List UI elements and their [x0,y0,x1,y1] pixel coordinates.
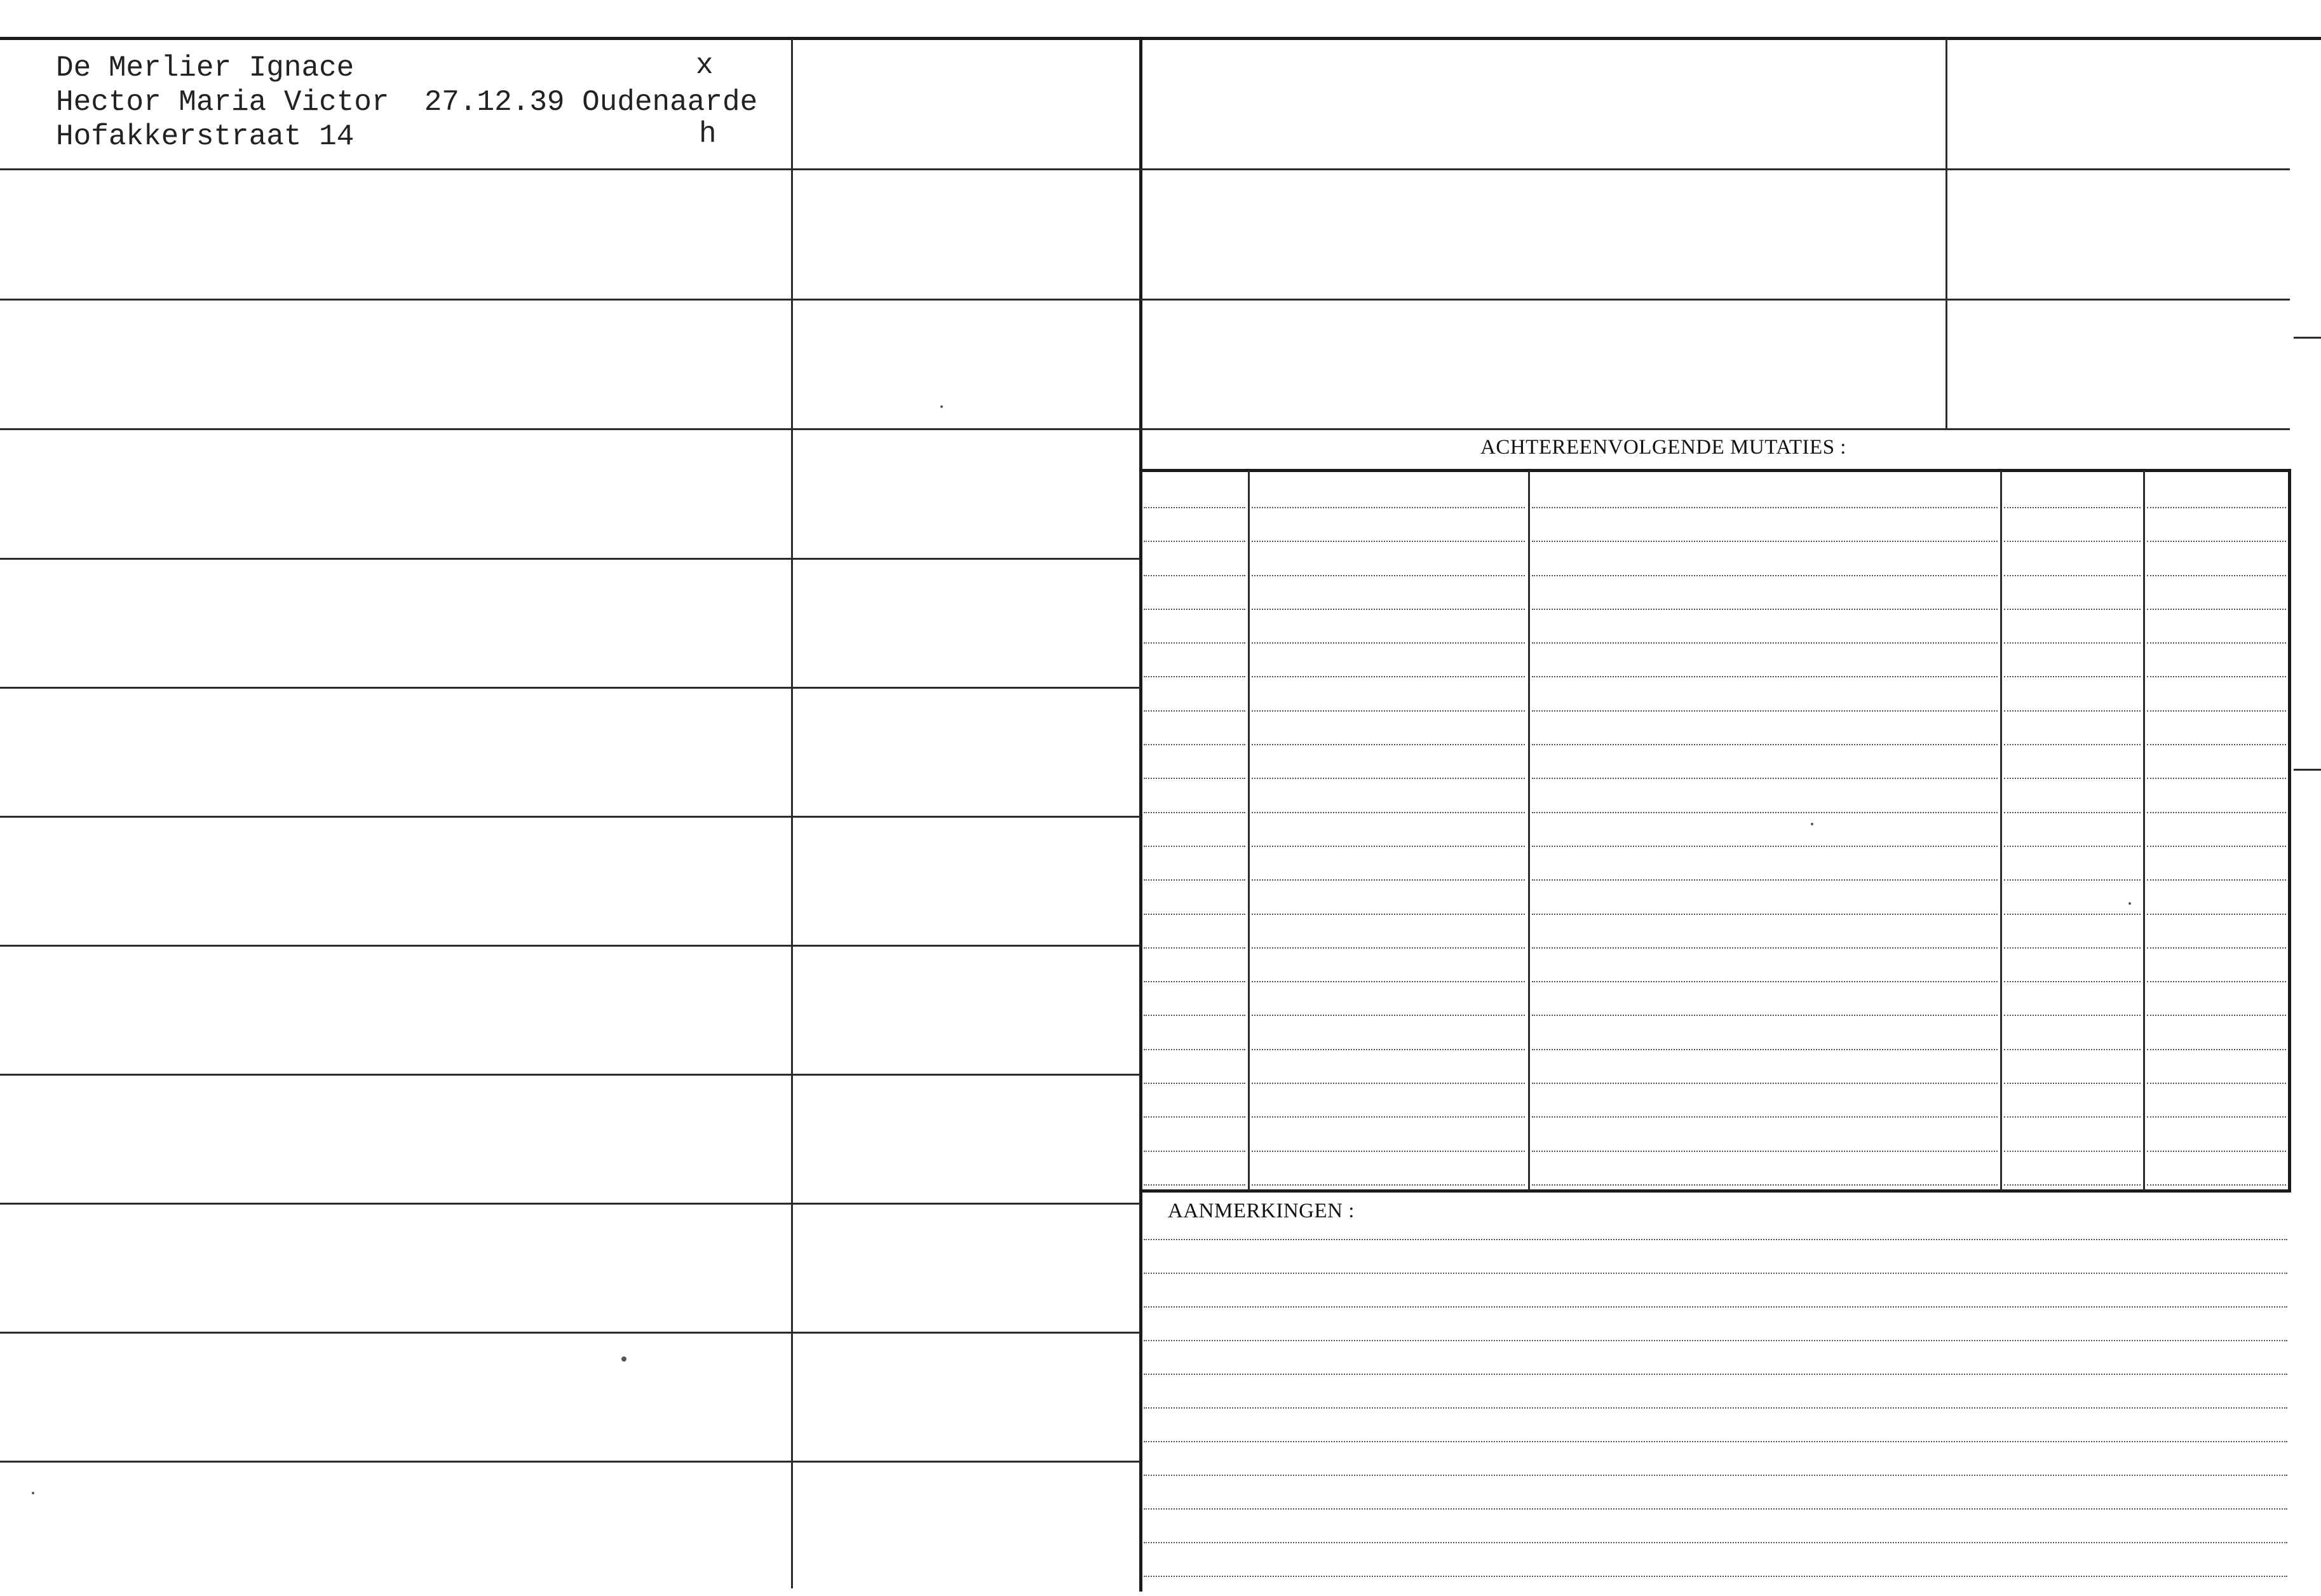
mutaties-ruled-line [2147,846,2286,847]
mutaties-ruled-line [1144,981,1245,982]
mutaties-ruled-line [1252,609,1525,610]
mutaties-ruled-line [1144,812,1245,813]
record-name: De Merlier Ignace [56,51,355,85]
mutaties-ruled-line [2147,710,2286,712]
aanmerkingen-ruled-line [1144,1576,2287,1577]
mutaties-ruled-line [2004,744,2141,745]
mutaties-ruled-line [1532,642,1998,644]
mutaties-ruled-line [1144,642,1245,644]
mutaties-ruled-line [2004,846,2141,847]
mutaties-ruled-line [1144,1116,1245,1118]
mutaties-ruled-line [1532,541,1998,542]
mutaties-ruled-line [2004,676,2141,677]
mutaties-ruled-line [2004,1116,2141,1118]
mutaties-ruled-line [1252,1015,1525,1016]
mutaties-ruled-line [1532,914,1998,915]
mutaties-ruled-line [1144,1184,1245,1186]
mutaties-ruled-line [2004,609,2141,610]
mutaties-ruled-line [1252,879,1525,881]
left-row-line [0,1203,1140,1205]
aanmerkingen-ruled-line [1144,1508,2287,1510]
scan-speck [32,1492,34,1494]
record-mark-h: h [699,118,717,151]
mutaties-ruled-line [2147,1184,2286,1186]
left-row-line [0,945,1140,947]
left-row-line [0,299,1140,301]
right-upper-divider [1945,38,1947,429]
mutaties-ruled-line [1144,1083,1245,1084]
mutaties-ruled-line [2147,676,2286,677]
mutaties-ruled-line [1252,710,1525,712]
mutaties-ruled-line [2004,879,2141,881]
right-row-line-3 [1141,428,2290,430]
aanmerkingen-ruled-line [1144,1407,2287,1409]
left-row-line [0,1461,1140,1463]
mutaties-ruled-line [1144,1151,1245,1152]
right-row-line-1 [1141,168,2290,170]
mutaties-ruled-line [1252,914,1525,915]
mutaties-ruled-line [2004,1015,2141,1016]
mutaties-ruled-line [1532,1151,1998,1152]
mutaties-ruled-line [1144,914,1245,915]
mutaties-ruled-line [1532,947,1998,949]
aanmerkingen-ruled-line [1144,1239,2287,1240]
mutaties-col-4 [2143,470,2145,1191]
mutaties-ruled-line [1532,1116,1998,1118]
mutaties-ruled-line [2004,812,2141,813]
scan-speck [2128,902,2131,905]
aanmerkingen-ruled-line [1144,1441,2287,1442]
mutaties-ruled-line [1532,676,1998,677]
mutaties-ruled-line [2004,1049,2141,1050]
mutaties-ruled-line [2004,541,2141,542]
mutaties-ruled-line [1144,541,1245,542]
top-border [0,37,2321,40]
mutaties-ruled-line [1252,1151,1525,1152]
mutaties-ruled-line [1144,609,1245,610]
scan-speck [621,1356,626,1362]
mutaties-ruled-line [2147,1151,2286,1152]
mutaties-ruled-line [1252,846,1525,847]
mutaties-ruled-line [1532,879,1998,881]
mutaties-ruled-line [1144,947,1245,949]
mutaties-ruled-line [2147,812,2286,813]
mutaties-ruled-line [2147,981,2286,982]
mutaties-ruled-line [1144,710,1245,712]
mutaties-ruled-line [1532,710,1998,712]
mutaties-ruled-line [1252,575,1525,576]
mutaties-top-border [1141,469,2290,472]
mutaties-ruled-line [2004,642,2141,644]
aanmerkingen-ruled-line [1144,1475,2287,1476]
mutaties-ruled-line [2147,1015,2286,1016]
mutaties-ruled-line [2147,642,2286,644]
mutaties-ruled-line [1532,778,1998,779]
mutaties-ruled-line [1252,1083,1525,1084]
mutaties-ruled-line [2004,947,2141,949]
mutaties-ruled-line [1252,1184,1525,1186]
mutaties-ruled-line [1252,744,1525,745]
mutaties-ruled-line [2147,1049,2286,1050]
mutaties-ruled-line [1252,981,1525,982]
mutaties-ruled-line [1144,879,1245,881]
mutaties-ruled-line [2147,947,2286,949]
mutaties-ruled-line [2147,1116,2286,1118]
aanmerkingen-ruled-line [1144,1306,2287,1308]
mutaties-ruled-line [1532,744,1998,745]
scan-speck [940,405,943,408]
mutaties-ruled-line [2147,507,2286,508]
mutaties-ruled-line [1144,846,1245,847]
mutaties-col-3 [2000,470,2002,1191]
mutaties-ruled-line [1252,507,1525,508]
aanmerkingen-ruled-line [1144,1374,2287,1375]
mutaties-ruled-line [2004,1083,2141,1084]
mutaties-ruled-line [2147,1083,2286,1084]
mutaties-ruled-line [2147,575,2286,576]
mutaties-ruled-line [1532,1015,1998,1016]
mutaties-ruled-line [1252,812,1525,813]
record-address: Hofakkerstraat 14 [56,120,355,153]
mutaties-col-1 [1248,470,1250,1191]
mutaties-ruled-line [2004,575,2141,576]
mutaties-ruled-line [1144,1049,1245,1050]
mutaties-ruled-line [1532,812,1998,813]
mutaties-ruled-line [2004,778,2141,779]
mutaties-ruled-line [2004,1151,2141,1152]
edge-tick-1 [2294,337,2321,339]
record-mark-x: x [696,49,714,82]
left-row-line [0,558,1140,560]
left-row-line [0,687,1140,689]
mutaties-ruled-line [1144,676,1245,677]
mutaties-ruled-line [1532,1049,1998,1050]
mutaties-ruled-line [1252,1049,1525,1050]
mutaties-ruled-line [2147,541,2286,542]
mutaties-ruled-line [2004,981,2141,982]
aanmerkingen-ruled-line [1144,1340,2287,1341]
left-row-line [0,816,1140,818]
mutaties-ruled-line [1532,1083,1998,1084]
mutaties-ruled-line [1144,575,1245,576]
mutaties-ruled-line [1252,541,1525,542]
aanmerkingen-heading: AANMERKINGEN : [1168,1200,1355,1222]
mutaties-ruled-line [1144,744,1245,745]
aanmerkingen-ruled-line [1144,1273,2287,1274]
left-column-divider [791,38,793,1588]
mutaties-ruled-line [2004,507,2141,508]
mutaties-col-2 [1528,470,1530,1191]
mutaties-ruled-line [1532,507,1998,508]
mutaties-ruled-line [1532,846,1998,847]
mutaties-ruled-line [1252,642,1525,644]
left-row-line [0,168,1140,170]
mutaties-ruled-line [1144,1015,1245,1016]
mutaties-heading: ACHTEREENVOLGENDE MUTATIES : [1480,436,1846,459]
mutaties-ruled-line [1532,609,1998,610]
mutaties-ruled-line [2147,744,2286,745]
mutaties-ruled-line [1252,947,1525,949]
mutaties-ruled-line [2147,879,2286,881]
mutaties-ruled-line [2147,609,2286,610]
mutaties-ruled-line [2004,914,2141,915]
mutaties-ruled-line [1252,1116,1525,1118]
left-row-line [0,1332,1140,1334]
left-row-line [0,1074,1140,1076]
mutaties-ruled-line [2004,1184,2141,1186]
mutaties-bottom-border [1141,1189,2290,1193]
mutaties-ruled-line [2147,914,2286,915]
mutaties-ruled-line [1252,778,1525,779]
edge-tick-2 [2294,769,2321,771]
mutaties-ruled-line [2147,778,2286,779]
mutaties-ruled-line [2004,710,2141,712]
aanmerkingen-ruled-line [1144,1542,2287,1543]
mutaties-right-border [2288,469,2291,1193]
mutaties-ruled-line [1532,575,1998,576]
mutaties-ruled-line [1532,981,1998,982]
right-row-line-2 [1141,299,2290,301]
scan-speck [1811,823,1813,825]
mutaties-ruled-line [1144,507,1245,508]
record-given-names-birth: Hector Maria Victor 27.12.39 Oudenaarde [56,86,758,119]
mutaties-ruled-line [1144,778,1245,779]
center-divider [1139,38,1142,1592]
left-row-line [0,428,1140,430]
mutaties-ruled-line [1252,676,1525,677]
mutaties-ruled-line [1532,1184,1998,1186]
